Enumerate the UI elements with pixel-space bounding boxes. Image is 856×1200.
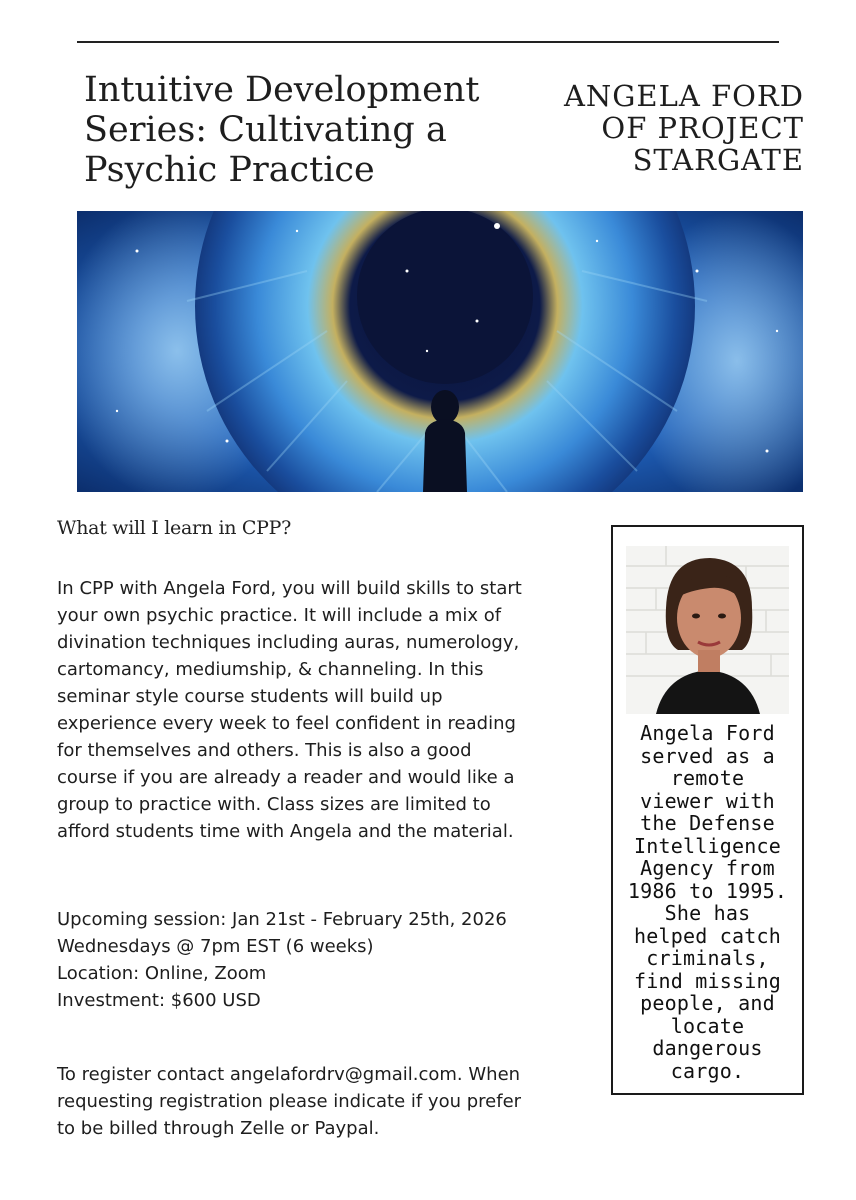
top-rule xyxy=(77,41,779,43)
session-time: Wednesdays @ 7pm EST (6 weeks) xyxy=(57,936,374,957)
bio-line: 1986 to 1995. xyxy=(627,878,788,903)
registration-line: requesting registration please indicate if you prefer xyxy=(57,1091,522,1112)
title-line: Series: Cultivating a xyxy=(84,110,447,150)
page-title xyxy=(84,70,524,190)
registration-info xyxy=(57,1061,592,1142)
session-details xyxy=(57,906,592,1014)
bio-line: She has xyxy=(664,901,751,925)
bio-text xyxy=(613,722,802,1082)
bio-line: locate xyxy=(670,1013,745,1038)
bio-line: cargo. xyxy=(670,1058,745,1083)
presenter-heading xyxy=(504,80,804,176)
course-description xyxy=(57,575,592,845)
learn-heading: What will I learn in CPP? xyxy=(57,517,291,539)
bio-line: people, and xyxy=(640,991,775,1015)
description-line: course if you are already a reader and would like a xyxy=(57,767,515,788)
registration-line: to be billed through Zelle or Paypal. xyxy=(57,1118,380,1139)
title-line: Intuitive Development xyxy=(84,70,480,110)
description-line: divination techniques including auras, numerology, xyxy=(57,632,520,653)
bio-line: remote xyxy=(670,766,745,790)
description-line: afford students time with Angela and the material. xyxy=(57,821,514,842)
bio-line: Angela Ford xyxy=(640,721,775,745)
description-line: seminar style course students will build up xyxy=(57,686,443,707)
presenter-line: STARGATE xyxy=(632,143,804,177)
portrait-photo-icon xyxy=(626,546,789,714)
description-line: your own psychic practice. It will include a mix of xyxy=(57,605,502,626)
registration-line: To register contact angelafordrv@gmail.com. When xyxy=(57,1064,521,1085)
bio-line: Intelligence xyxy=(634,833,781,858)
session-price: Investment: $600 USD xyxy=(57,990,261,1011)
session-dates: Upcoming session: Jan 21st - February 25th, 2026 xyxy=(57,909,507,930)
description-line: experience every week to feel confident in reading xyxy=(57,713,516,734)
bio-line: viewer with xyxy=(640,788,775,813)
eye-illustration-icon xyxy=(77,211,803,492)
bio-box xyxy=(611,525,804,1095)
bio-line: Agency from xyxy=(640,856,775,880)
bio-line: helped catch xyxy=(634,923,781,948)
session-location: Location: Online, Zoom xyxy=(57,963,267,984)
description-line: In CPP with Angela Ford, you will build skills to start xyxy=(57,578,522,599)
bio-line: criminals, xyxy=(646,946,769,970)
presenter-line: OF PROJECT xyxy=(601,111,804,145)
description-line: group to practice with. Class sizes are limited to xyxy=(57,794,491,815)
presenter-line: ANGELA FORD xyxy=(563,79,804,113)
bio-line: find missing xyxy=(634,968,781,993)
title-line: Psychic Practice xyxy=(84,150,375,190)
description-line: for themselves and others. This is also a good xyxy=(57,740,472,761)
bio-line: served as a xyxy=(640,743,775,768)
description-line: cartomancy, mediumship, & channeling. In this xyxy=(57,659,484,680)
bio-line: dangerous xyxy=(652,1036,763,1060)
bio-line: the Defense xyxy=(640,811,775,835)
